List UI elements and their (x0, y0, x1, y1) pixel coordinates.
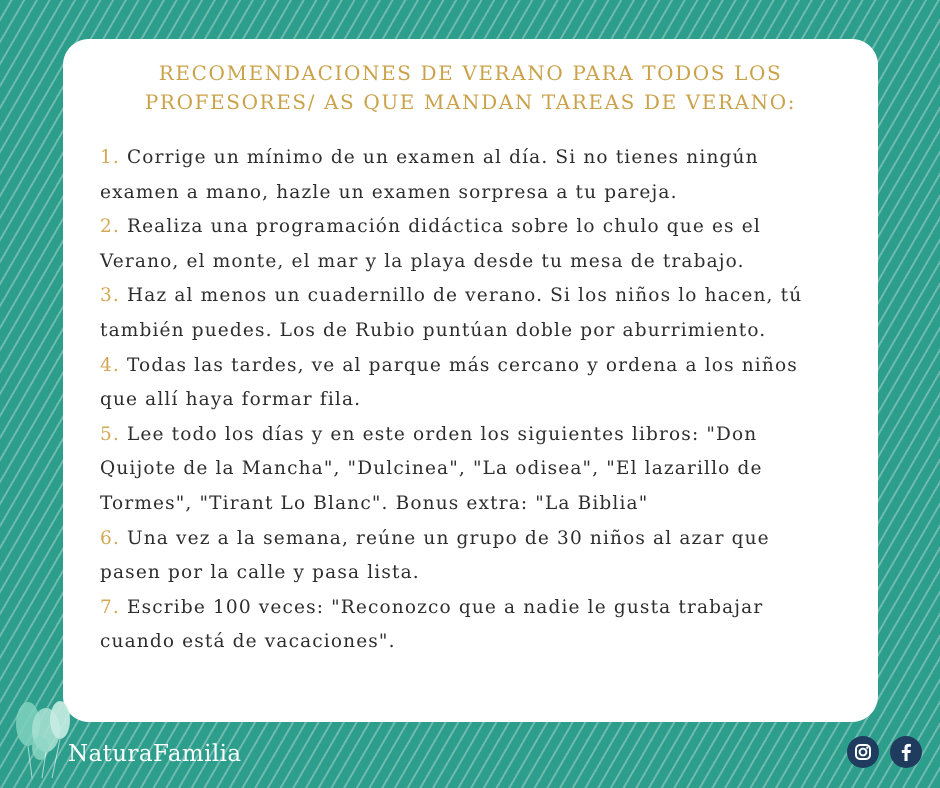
brand (12, 700, 272, 780)
recommendation-line: también puedes. Los de Rubio puntúan doble por aburrimiento. (100, 319, 767, 341)
item-text: Lee todo los días y en este orden los siguientes libros: "Don (119, 423, 758, 445)
recommendation-item (100, 349, 860, 418)
recommendation-line (100, 210, 860, 245)
recommendation-line: Tormes", "Tirant Lo Blanc". Bonus extra: "La Biblia" (100, 492, 649, 514)
item-number: 1. (100, 147, 120, 168)
recommendation-line: Quijote de la Mancha", "Dulcinea", "La odisea", "El lazarillo de (100, 458, 763, 480)
recommendation-item (100, 522, 860, 591)
item-text: Todas las tardes, ve al parque más cercano y ordena a los niños (119, 354, 798, 376)
recommendation-line: examen a mano, hazle un examen sorpresa a tu pareja. (100, 181, 678, 203)
recommendation-line (100, 349, 860, 384)
recommendation-item (100, 210, 860, 279)
page-title (63, 59, 878, 117)
item-number: 7. (100, 596, 120, 618)
item-number: 3. (100, 285, 120, 307)
recommendation-line (100, 141, 860, 176)
item-text: Escribe 100 veces: "Reconozco que a nadie le gusta trabajar (119, 596, 764, 618)
content-card (63, 39, 878, 722)
recommendation-line (100, 522, 860, 557)
item-number: 5. (100, 423, 120, 445)
item-text: Realiza una programación didáctica sobre lo chulo que es el (119, 216, 761, 238)
item-number: 2. (100, 216, 120, 238)
recommendation-item (100, 279, 860, 348)
facebook-icon[interactable] (890, 736, 922, 768)
item-number: 4. (100, 354, 120, 376)
recommendation-line: cuando está de vacaciones". (100, 631, 396, 653)
item-text: Corrige un mínimo de un examen al día. Si no tienes ningún (119, 147, 759, 168)
recommendation-line: Verano, el monte, el mar y la playa desde tu mesa de trabajo. (100, 250, 745, 272)
item-number: 6. (100, 527, 120, 549)
balloons-icon (12, 700, 74, 778)
recommendation-item (100, 141, 860, 210)
recommendation-line (100, 591, 860, 626)
recommendation-item (100, 591, 860, 660)
recommendation-line: que allí haya formar fila. (100, 389, 362, 411)
instagram-icon[interactable] (847, 736, 879, 768)
item-text: Haz al menos un cuadernillo de verano. Si los niños lo hacen, tú (119, 285, 803, 307)
recommendation-line (100, 418, 860, 453)
title-line-2: PROFESORES/ AS QUE MANDAN TAREAS DE VERANO: (144, 90, 797, 114)
title-line-1: RECOMENDACIONES DE VERANO PARA TODOS LOS (158, 61, 783, 85)
recommendation-item (100, 418, 860, 522)
recommendation-list (100, 141, 860, 660)
item-text: Una vez a la semana, reúne un grupo de 30 niños al azar que (119, 527, 770, 549)
recommendation-line (100, 279, 860, 314)
brand-name: NaturaFamilia (68, 741, 242, 767)
recommendation-line: pasen por la calle y pasa lista. (100, 562, 420, 584)
